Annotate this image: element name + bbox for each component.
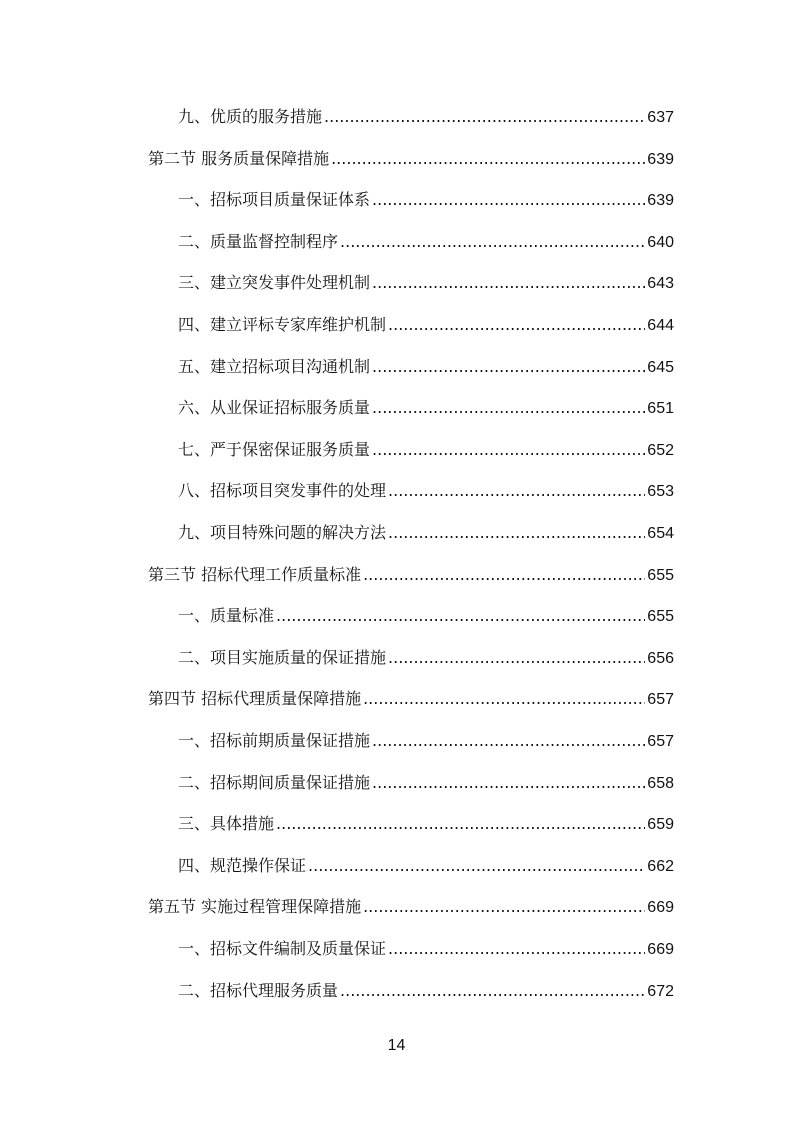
toc-entry-title: 六、从业保证招标服务质量: [178, 398, 371, 417]
toc-entry-page: 637: [647, 109, 674, 126]
toc-subsection-entry[interactable]: [0, 978, 793, 1004]
toc-dot-leader: [372, 354, 645, 380]
toc-entry-page: 657: [647, 733, 674, 750]
toc-subsection-entry[interactable]: [0, 645, 793, 671]
toc-entry-title: 一、招标前期质量保证措施: [178, 731, 371, 750]
toc-subsection-entry[interactable]: [0, 312, 793, 338]
toc-subsection-entry[interactable]: [0, 770, 793, 796]
toc-entry-page: 658: [647, 775, 674, 792]
toc-entry-page: 643: [647, 275, 674, 292]
toc-section-entry[interactable]: [0, 686, 793, 712]
toc-entry-page: 645: [647, 359, 674, 376]
toc-entry-title: 一、质量标准: [178, 606, 275, 625]
toc-dot-leader: [276, 811, 645, 837]
toc-entry-title: 四、规范操作保证: [178, 856, 307, 875]
toc-subsection-entry[interactable]: [0, 437, 793, 463]
toc-entry-title: 第三节 招标代理工作质量标准: [148, 565, 362, 584]
toc-entry-title: 二、质量监督控制程序: [178, 232, 339, 251]
toc-entry-page: 659: [647, 816, 674, 833]
toc-entry-title: 七、严于保密保证服务质量: [178, 440, 371, 459]
toc-subsection-entry[interactable]: [0, 853, 793, 879]
toc-dot-leader: [388, 936, 645, 962]
toc-subsection-entry[interactable]: [0, 811, 793, 837]
toc-entry-page: 662: [647, 858, 674, 875]
toc-entry-title: 一、招标项目质量保证体系: [178, 190, 371, 209]
toc-entry-page: 640: [647, 234, 674, 251]
toc-subsection-entry[interactable]: [0, 728, 793, 754]
toc-entry-title: 五、建立招标项目沟通机制: [178, 357, 371, 376]
toc-subsection-entry[interactable]: [0, 187, 793, 213]
toc-dot-leader: [372, 395, 645, 421]
toc-dot-leader: [363, 686, 645, 712]
toc-entry-title: 四、建立评标专家库维护机制: [178, 315, 387, 334]
toc-subsection-entry[interactable]: [0, 936, 793, 962]
toc-entry-page: 639: [647, 151, 674, 168]
toc-entry-title: 二、项目实施质量的保证措施: [178, 648, 387, 667]
toc-dot-leader: [372, 270, 645, 296]
toc-subsection-entry[interactable]: [0, 104, 793, 130]
toc-dot-leader: [276, 603, 645, 629]
toc-subsection-entry[interactable]: [0, 270, 793, 296]
toc-dot-leader: [372, 770, 645, 796]
toc-entry-title: 第四节 招标代理质量保障措施: [148, 689, 362, 708]
toc-entry-page: 652: [647, 442, 674, 459]
toc-entry-title: 三、建立突发事件处理机制: [178, 273, 371, 292]
toc-entry-title: 八、招标项目突发事件的处理: [178, 481, 387, 500]
toc-dot-leader: [388, 520, 645, 546]
toc-dot-leader: [340, 978, 645, 1004]
toc-section-entry[interactable]: [0, 562, 793, 588]
toc-entry-title: 一、招标文件编制及质量保证: [178, 939, 387, 958]
toc-entry-page: 656: [647, 650, 674, 667]
toc-dot-leader: [388, 478, 645, 504]
toc-entry-page: 669: [647, 941, 674, 958]
toc-dot-leader: [363, 894, 645, 920]
toc-entry-title: 第五节 实施过程管理保障措施: [148, 897, 362, 916]
toc-dot-leader: [324, 104, 645, 130]
toc-dot-leader: [372, 187, 645, 213]
toc-dot-leader: [372, 728, 645, 754]
toc-dot-leader: [340, 229, 645, 255]
toc-entry-title: 九、优质的服务措施: [178, 107, 323, 126]
toc-entry-title: 二、招标期间质量保证措施: [178, 773, 371, 792]
toc-entry-page: 669: [647, 899, 674, 916]
toc-entry-page: 655: [647, 608, 674, 625]
toc-entry-page: 672: [647, 983, 674, 1000]
toc-dot-leader: [331, 146, 645, 172]
toc-entry-page: 644: [647, 317, 674, 334]
toc-dot-leader: [308, 853, 645, 879]
toc-entry-page: 639: [647, 192, 674, 209]
toc-entry-page: 653: [647, 483, 674, 500]
toc-entry-page: 655: [647, 567, 674, 584]
toc-dot-leader: [372, 437, 645, 463]
toc-dot-leader: [388, 645, 645, 671]
toc-entry-page: 651: [647, 400, 674, 417]
toc-entry-title: 三、具体措施: [178, 814, 275, 833]
toc-subsection-entry[interactable]: [0, 229, 793, 255]
toc-subsection-entry[interactable]: [0, 520, 793, 546]
toc-subsection-entry[interactable]: [0, 395, 793, 421]
toc-entry-page: 654: [647, 525, 674, 542]
page-number: 14: [387, 1037, 406, 1054]
toc-section-entry[interactable]: [0, 146, 793, 172]
toc-section-entry[interactable]: [0, 894, 793, 920]
toc-entry-title: 九、项目特殊问题的解决方法: [178, 523, 387, 542]
toc-dot-leader: [363, 562, 645, 588]
toc-dot-leader: [388, 312, 645, 338]
toc-subsection-entry[interactable]: [0, 603, 793, 629]
toc-entry-title: 第二节 服务质量保障措施: [148, 149, 330, 168]
toc-entry-page: 657: [647, 691, 674, 708]
toc-subsection-entry[interactable]: [0, 478, 793, 504]
toc-subsection-entry[interactable]: [0, 354, 793, 380]
toc-entry-title: 二、招标代理服务质量: [178, 981, 339, 1000]
